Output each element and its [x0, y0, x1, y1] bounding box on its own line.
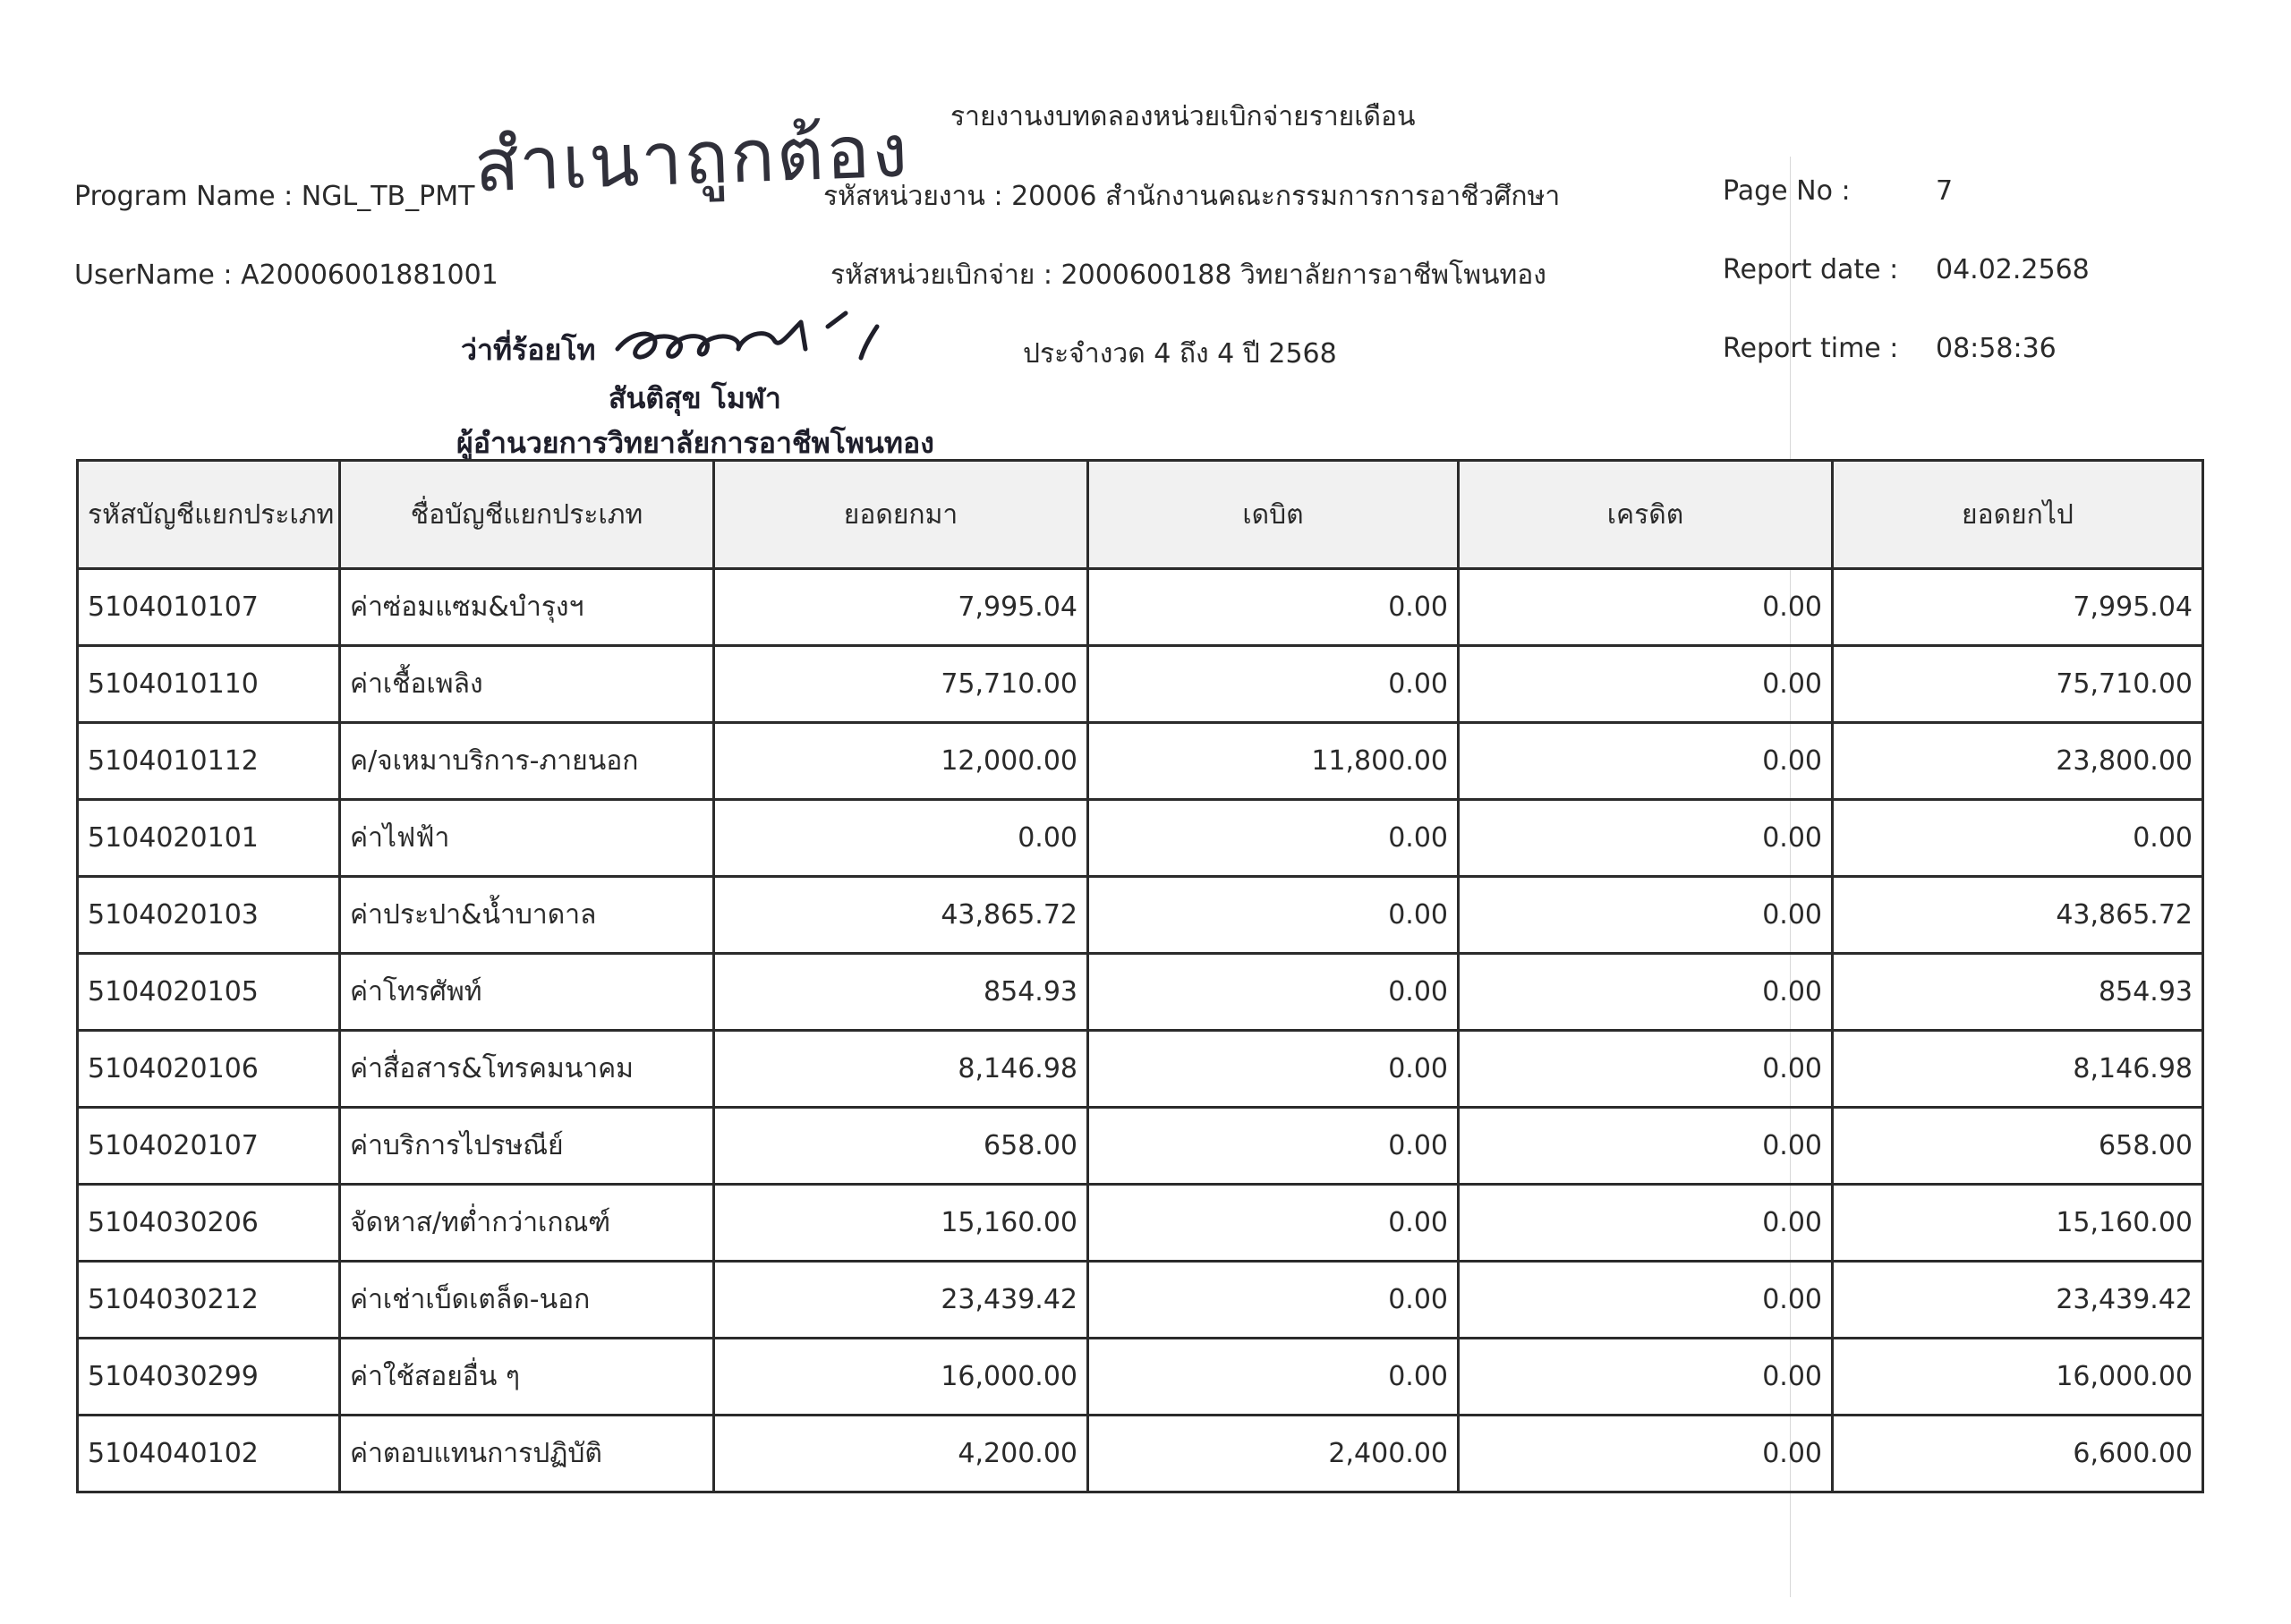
account-code-cell: 5104020103 — [78, 877, 340, 954]
debit-cell: 0.00 — [1088, 1031, 1459, 1108]
closing-balance-cell: 43,865.72 — [1833, 877, 2203, 954]
credit-cell: 0.00 — [1459, 800, 1833, 877]
closing-balance-cell: 6,600.00 — [1833, 1416, 2203, 1492]
account-name-cell: ค่าซ่อมแซม&บำรุงฯ — [340, 569, 714, 646]
table-row — [78, 646, 2203, 723]
column-header-account-name: ชื่อบัญชีแยกประเภท — [340, 461, 714, 569]
account-name-cell: ค่าไฟฟ้า — [340, 800, 714, 877]
opening-balance-cell: 43,865.72 — [714, 877, 1088, 954]
period-line: ประจำงวด 4 ถึง 4 ปี 2568 — [1023, 338, 1337, 370]
table-row — [78, 1262, 2203, 1339]
opening-balance-cell: 658.00 — [714, 1108, 1088, 1185]
debit-cell: 2,400.00 — [1088, 1416, 1459, 1492]
closing-balance-cell: 23,439.42 — [1833, 1262, 2203, 1339]
disbursing-unit-line: รหัสหน่วยเบิกจ่าย : 2000600188 วิทยาลัยการอาชีพโพนทอง — [830, 259, 1546, 291]
user-name: UserName : A20006001881001 — [74, 259, 498, 291]
table-row — [78, 1416, 2203, 1492]
debit-cell: 0.00 — [1088, 569, 1459, 646]
account-code-cell: 5104010112 — [78, 723, 340, 800]
account-name-cell: ค่าเช่าเบ็ดเตล็ด-นอก — [340, 1262, 714, 1339]
table-row — [78, 1339, 2203, 1416]
column-header-account-code: รหัสบัญชีแยกประเภท — [78, 461, 340, 569]
report-date-label: Report date : — [1723, 254, 1899, 285]
column-header-credit: เครดิต — [1459, 461, 1833, 569]
agency-line: รหัสหน่วยงาน : 20006 สำนักงานคณะกรรมการการอาชีวศึกษา — [823, 181, 1561, 212]
credit-cell: 0.00 — [1459, 954, 1833, 1031]
credit-cell: 0.00 — [1459, 1339, 1833, 1416]
opening-balance-cell: 75,710.00 — [714, 646, 1088, 723]
debit-cell: 0.00 — [1088, 800, 1459, 877]
page-no-label: Page No : — [1723, 175, 1851, 207]
handwritten-signature — [609, 309, 904, 371]
debit-cell: 0.00 — [1088, 646, 1459, 723]
column-header-opening-balance: ยอดยกมา — [714, 461, 1088, 569]
report-time-value: 08:58:36 — [1936, 333, 2057, 364]
rank-label: ว่าที่ร้อยโท — [461, 333, 596, 367]
signer-position: ผู้อำนวยการวิทยาลัยการอาชีพโพนทอง — [456, 426, 934, 460]
report-time-label: Report time : — [1723, 333, 1899, 364]
account-code-cell: 5104040102 — [78, 1416, 340, 1492]
page-no-value: 7 — [1936, 175, 1954, 207]
account-name-cell: จัดหาส/ทต่ำกว่าเกณฑ์ — [340, 1185, 714, 1262]
account-name-cell: ค่าสื่อสาร&โทรคมนาคม — [340, 1031, 714, 1108]
table-row — [78, 1108, 2203, 1185]
debit-cell: 0.00 — [1088, 954, 1459, 1031]
table-row — [78, 569, 2203, 646]
account-name-cell: ค่าประปา&น้ำบาดาล — [340, 877, 714, 954]
trial-balance-table — [76, 459, 2204, 1493]
account-code-cell: 5104020105 — [78, 954, 340, 1031]
credit-cell: 0.00 — [1459, 569, 1833, 646]
signer-name: สันติสุข โมฬา — [609, 381, 781, 415]
table-row — [78, 800, 2203, 877]
credit-cell: 0.00 — [1459, 1262, 1833, 1339]
table-row — [78, 1031, 2203, 1108]
debit-cell: 0.00 — [1088, 1339, 1459, 1416]
closing-balance-cell: 854.93 — [1833, 954, 2203, 1031]
account-name-cell: ค่าโทรศัพท์ — [340, 954, 714, 1031]
opening-balance-cell: 0.00 — [714, 800, 1088, 877]
credit-cell: 0.00 — [1459, 646, 1833, 723]
credit-cell: 0.00 — [1459, 1185, 1833, 1262]
opening-balance-cell: 854.93 — [714, 954, 1088, 1031]
closing-balance-cell: 0.00 — [1833, 800, 2203, 877]
report-date-value: 04.02.2568 — [1936, 254, 2090, 285]
table-row — [78, 723, 2203, 800]
debit-cell: 0.00 — [1088, 1262, 1459, 1339]
credit-cell: 0.00 — [1459, 1416, 1833, 1492]
account-name-cell: ค่าตอบแทนการปฏิบัติ — [340, 1416, 714, 1492]
account-code-cell: 5104030206 — [78, 1185, 340, 1262]
account-name-cell: ค่าบริการไปรษณีย์ — [340, 1108, 714, 1185]
opening-balance-cell: 4,200.00 — [714, 1416, 1088, 1492]
account-code-cell: 5104010107 — [78, 569, 340, 646]
certified-copy-stamp: สำเนาถูกต้อง — [473, 108, 911, 209]
closing-balance-cell: 75,710.00 — [1833, 646, 2203, 723]
credit-cell: 0.00 — [1459, 877, 1833, 954]
column-header-closing-balance: ยอดยกไป — [1833, 461, 2203, 569]
closing-balance-cell: 658.00 — [1833, 1108, 2203, 1185]
closing-balance-cell: 23,800.00 — [1833, 723, 2203, 800]
debit-cell: 11,800.00 — [1088, 723, 1459, 800]
account-code-cell: 5104030212 — [78, 1262, 340, 1339]
closing-balance-cell: 8,146.98 — [1833, 1031, 2203, 1108]
opening-balance-cell: 12,000.00 — [714, 723, 1088, 800]
closing-balance-cell: 16,000.00 — [1833, 1339, 2203, 1416]
debit-cell: 0.00 — [1088, 1108, 1459, 1185]
table-row — [78, 954, 2203, 1031]
credit-cell: 0.00 — [1459, 723, 1833, 800]
account-code-cell: 5104020106 — [78, 1031, 340, 1108]
debit-cell: 0.00 — [1088, 877, 1459, 954]
account-name-cell: ค/จเหมาบริการ-ภายนอก — [340, 723, 714, 800]
table-row — [78, 1185, 2203, 1262]
opening-balance-cell: 15,160.00 — [714, 1185, 1088, 1262]
opening-balance-cell: 7,995.04 — [714, 569, 1088, 646]
account-name-cell: ค่าเชื้อเพลิง — [340, 646, 714, 723]
account-name-cell: ค่าใช้สอยอื่น ๆ — [340, 1339, 714, 1416]
program-name: Program Name : NGL_TB_PMT — [74, 181, 475, 212]
account-code-cell: 5104020107 — [78, 1108, 340, 1185]
opening-balance-cell: 8,146.98 — [714, 1031, 1088, 1108]
table-header-row — [78, 461, 2203, 569]
debit-cell: 0.00 — [1088, 1185, 1459, 1262]
account-code-cell: 5104010110 — [78, 646, 340, 723]
credit-cell: 0.00 — [1459, 1108, 1833, 1185]
closing-balance-cell: 7,995.04 — [1833, 569, 2203, 646]
credit-cell: 0.00 — [1459, 1031, 1833, 1108]
opening-balance-cell: 16,000.00 — [714, 1339, 1088, 1416]
table-row — [78, 877, 2203, 954]
opening-balance-cell: 23,439.42 — [714, 1262, 1088, 1339]
column-header-debit: เดบิต — [1088, 461, 1459, 569]
report-title: รายงานงบทดลองหน่วยเบิกจ่ายรายเดือน — [950, 101, 1416, 132]
closing-balance-cell: 15,160.00 — [1833, 1185, 2203, 1262]
account-code-cell: 5104030299 — [78, 1339, 340, 1416]
account-code-cell: 5104020101 — [78, 800, 340, 877]
